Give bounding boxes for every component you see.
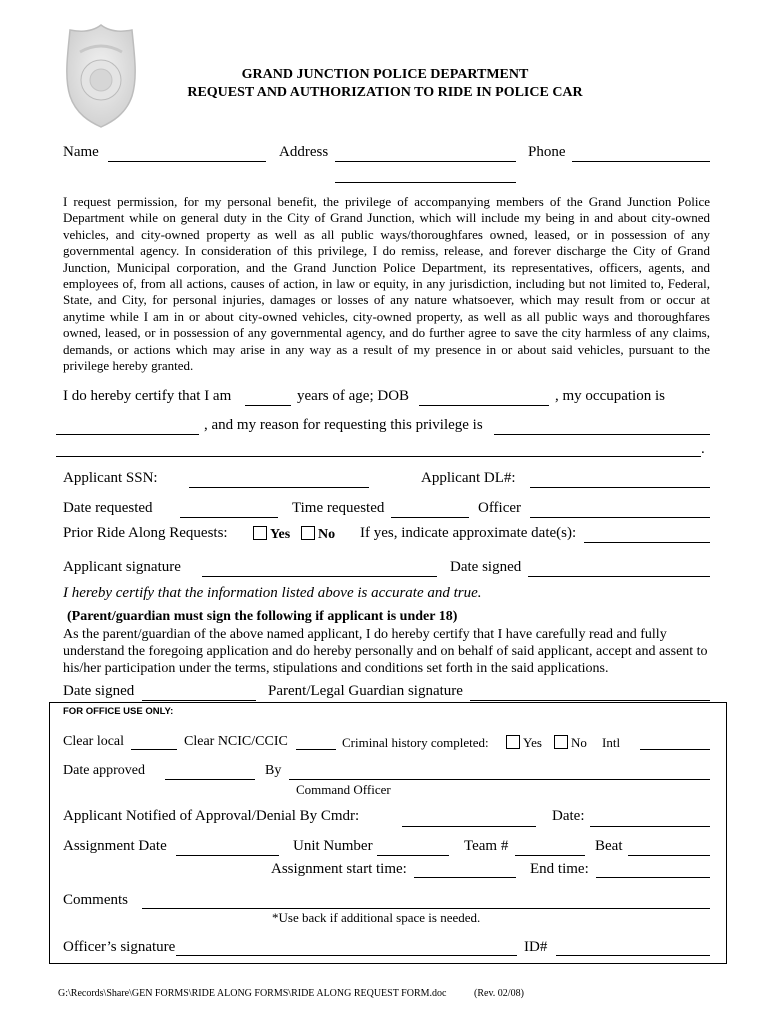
- date-requested-label: Date requested: [63, 500, 153, 516]
- criminal-yes-checkbox[interactable]: [506, 735, 520, 749]
- end-time-field[interactable]: [596, 877, 710, 878]
- command-officer-caption: Command Officer: [296, 782, 391, 797]
- guardian-heading: (Parent/guardian must sign the following if applicant is under 18): [67, 609, 458, 624]
- dl-field[interactable]: [530, 487, 710, 488]
- team-label: Team #: [464, 838, 509, 854]
- clear-local-field[interactable]: [131, 749, 177, 750]
- date-requested-field[interactable]: [180, 517, 278, 518]
- certify-statement: I hereby certify that the information listed above is accurate and true.: [63, 585, 482, 601]
- criminal-no-option[interactable]: [554, 735, 587, 751]
- if-yes-label: If yes, indicate approximate date(s):: [360, 525, 577, 541]
- by-label: By: [265, 763, 282, 778]
- notified-date-label: Date:: [552, 808, 585, 824]
- use-back-note: *Use back if additional space is needed.: [272, 910, 481, 925]
- notified-date-field[interactable]: [590, 826, 710, 827]
- phone-label: Phone: [528, 144, 566, 160]
- notified-field[interactable]: [402, 826, 536, 827]
- notified-label: Applicant Notified of Approval/Denial By Cmdr:: [63, 808, 360, 824]
- age-field[interactable]: [245, 405, 291, 406]
- officer-label: Officer: [478, 500, 522, 516]
- address-field-line2[interactable]: [335, 182, 516, 183]
- date-approved-label: Date approved: [63, 763, 146, 778]
- criminal-history-label: Criminal history completed:: [342, 735, 489, 750]
- name-field[interactable]: [108, 161, 266, 162]
- dob-label: years of age; DOB: [297, 388, 410, 404]
- officer-field[interactable]: [530, 517, 710, 518]
- unit-number-label: Unit Number: [293, 838, 373, 854]
- date-signed-field[interactable]: [528, 576, 710, 577]
- form-title: GRAND JUNCTION POLICE DEPARTMENT: [241, 67, 529, 82]
- address-field[interactable]: [335, 161, 516, 162]
- guardian-date-signed-field[interactable]: [142, 700, 256, 701]
- reason-field-line2[interactable]: [56, 456, 701, 457]
- dob-field[interactable]: [419, 405, 549, 406]
- criminal-yes-label: Yes: [523, 735, 542, 750]
- criminal-no-label: No: [571, 735, 587, 750]
- unit-number-field[interactable]: [377, 855, 449, 856]
- officer-signature-field[interactable]: [176, 955, 517, 956]
- team-field[interactable]: [515, 855, 585, 856]
- clear-ncic-label: Clear NCIC/CCIC: [184, 734, 288, 749]
- prior-yes-option[interactable]: [253, 526, 290, 543]
- intl-field[interactable]: [640, 749, 710, 750]
- reason-label: , and my reason for requesting this privilege is: [204, 417, 483, 433]
- criminal-yes-option[interactable]: [506, 735, 542, 751]
- approved-by-field[interactable]: [289, 779, 710, 780]
- occupation-label: , my occupation is: [555, 388, 665, 404]
- assignment-date-label: Assignment Date: [63, 838, 167, 854]
- id-field[interactable]: [556, 955, 710, 956]
- applicant-signature-field[interactable]: [202, 576, 437, 577]
- release-paragraph: I request permission, for my personal benefit, the privilege of accompanying members of the Grand Junction Police Department while on general duty in the City of Grand Junction, which will include my being in and about city-owned vehicles, and city-owned property as well as all public ways/thoroughfares owned, leased, or in possession of any governmental agency. In consideration of this privilege, I do remiss, release, and forever discharge the City of Grand Junction, Municipal corporation, and the Grand Junction Police Department, its representatives, officers, agents, and employees of, from all actions, causes of action, in law or equity, in any jurisdiction, including but not limited to, Federal, State, and City, for personal injuries, damages or losses of any nature whatsoever, which may result from or occur at anytime while I am in or about city-owned vehicles, city-owned property, as well as all public ways and thoroughfares owned, leased, or in possession of any governmental agency, and do further agree to save the city harmless of any claims, demands, or actions which may arise in any way as a result of my presence in or about said vehicles, pursuant to the privilege hereby granted.: [63, 194, 710, 374]
- comments-field[interactable]: [142, 908, 710, 909]
- applicant-signature-label: Applicant signature: [63, 559, 181, 575]
- beat-field[interactable]: [628, 855, 710, 856]
- reason-period: .: [701, 441, 705, 457]
- office-use-heading: FOR OFFICE USE ONLY:: [63, 706, 174, 717]
- guardian-signature-field[interactable]: [470, 700, 710, 701]
- date-signed-label: Date signed: [450, 559, 522, 575]
- clear-local-label: Clear local: [63, 734, 125, 749]
- end-time-label: End time:: [530, 861, 589, 877]
- criminal-no-checkbox[interactable]: [554, 735, 568, 749]
- id-label: ID#: [524, 939, 548, 955]
- guardian-date-signed-label: Date signed: [63, 683, 135, 699]
- prior-no-label: No: [318, 527, 336, 542]
- form-subtitle: REQUEST AND AUTHORIZATION TO RIDE IN POLICE CAR: [187, 85, 583, 100]
- occupation-field[interactable]: [56, 434, 199, 435]
- start-time-field[interactable]: [414, 877, 516, 878]
- clear-ncic-field[interactable]: [296, 749, 336, 750]
- assignment-date-field[interactable]: [176, 855, 279, 856]
- prior-yes-label: Yes: [270, 527, 291, 542]
- prior-no-checkbox[interactable]: [301, 526, 315, 540]
- reason-field[interactable]: [494, 434, 710, 435]
- prior-yes-checkbox[interactable]: [253, 526, 267, 540]
- name-label: Name: [63, 144, 99, 160]
- time-requested-label: Time requested: [292, 500, 385, 516]
- footer-revision: (Rev. 02/08): [474, 988, 524, 999]
- comments-label: Comments: [63, 892, 129, 908]
- ssn-field[interactable]: [189, 487, 369, 488]
- phone-field[interactable]: [572, 161, 710, 162]
- certify-age-label: I do hereby certify that I am: [63, 388, 232, 404]
- footer-path: G:\Records\Share\GEN FORMS\RIDE ALONG FORMS\RIDE ALONG REQUEST FORM.doc: [58, 988, 447, 999]
- address-label: Address: [279, 144, 329, 160]
- start-time-label: Assignment start time:: [271, 861, 407, 877]
- prior-no-option[interactable]: [301, 526, 335, 543]
- intl-label: Intl: [602, 735, 621, 750]
- prior-dates-field[interactable]: [584, 542, 710, 543]
- dl-label: Applicant DL#:: [421, 470, 516, 486]
- officer-signature-label: Officer’s signature: [63, 939, 176, 955]
- guardian-paragraph: As the parent/guardian of the above named applicant, I do hereby certify that I have carefully read and fully understand the foregoing application and do hereby personally and on behalf of said applicant, accept and assent to his/her participation under the terms, stipulations and conditions set forth in the said applications.: [63, 627, 708, 676]
- date-approved-field[interactable]: [165, 779, 255, 780]
- time-requested-field[interactable]: [391, 517, 469, 518]
- guardian-signature-label: Parent/Legal Guardian signature: [268, 683, 463, 699]
- prior-requests-label: Prior Ride Along Requests:: [63, 525, 228, 541]
- beat-label: Beat: [595, 838, 623, 854]
- ssn-label: Applicant SSN:: [63, 470, 158, 486]
